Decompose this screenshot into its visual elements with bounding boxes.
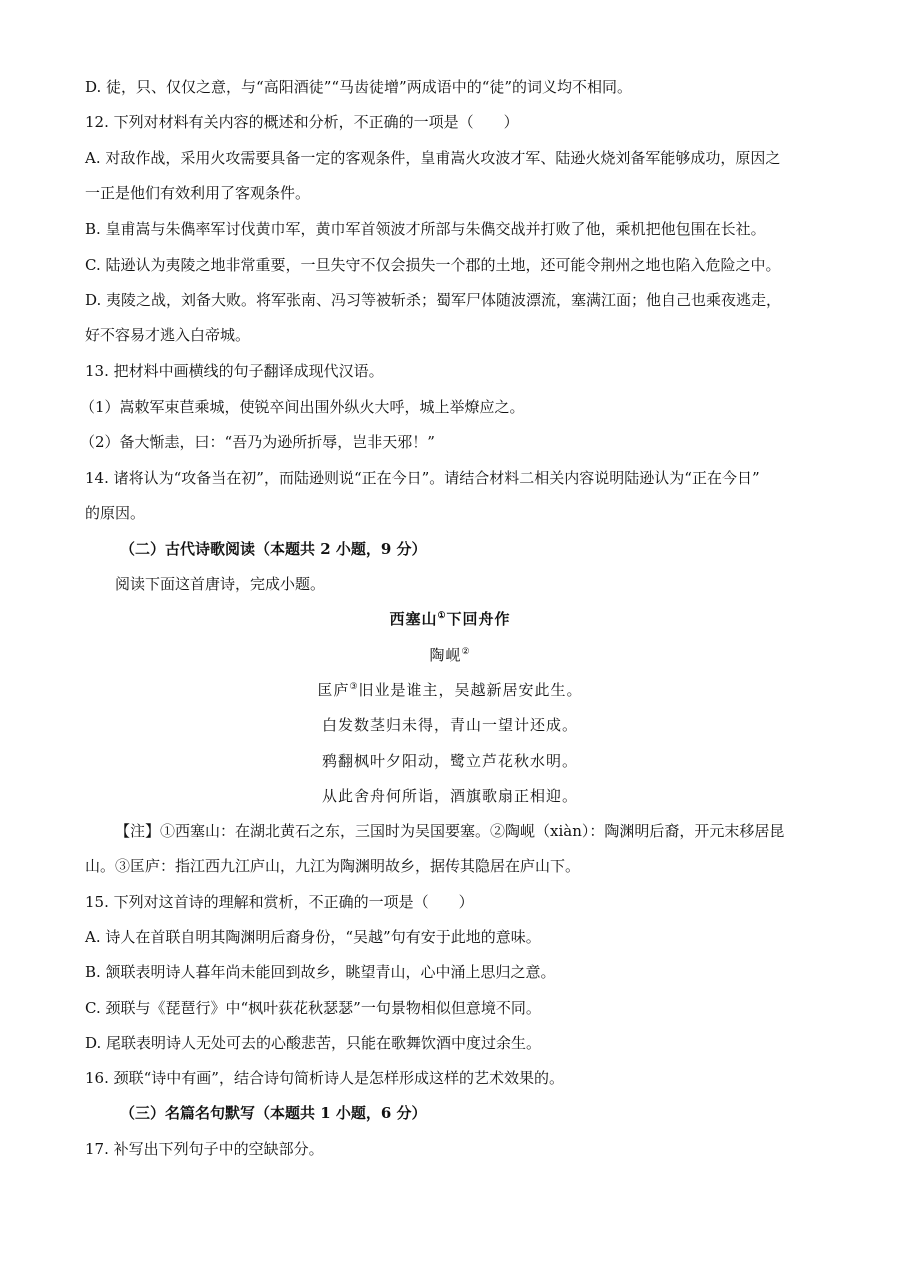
q12-option-b: B. 皇甫嵩与朱儁率军讨伐黄巾军，黄巾军首领波才所部与朱儁交战并打败了他，乘机把他包围在长社。 [85, 220, 766, 238]
q15-stem: 15. 下列对这首诗的理解和赏析，不正确的一项是（ ） [85, 893, 474, 911]
q14-line1: 14. 诸将认为“攻备当在初”，而陆逊则说“正在今日”。请结合材料二相关内容说明陆逊认为“正在今日” [85, 469, 760, 487]
poem-notes-line1: 【注】①西塞山：在湖北黄石之东，三国时为吴国要塞。②陶岘（xiàn）：陶渊明后裔，开元末移居昆 [115, 822, 785, 840]
q12-stem: 12. 下列对材料有关内容的概述和分析，不正确的一项是（ ） [85, 113, 519, 131]
q13-sentence-2: （2）备大惭恚，曰：“吾乃为逊所折辱，岂非天邪！” [80, 433, 435, 451]
q13-sentence-1: （1）嵩敕军束苣乘城，使锐卒间出围外纵火大呼，城上举燎应之。 [80, 398, 525, 416]
poem-line-3: 鸦翻枫叶夕阳动，鹭立芦花秋水明。 [321, 752, 578, 770]
q15-option-a: A. 诗人在首联自明其陶渊明后裔身份，“吴越”句有安于此地的意味。 [85, 928, 541, 946]
q12-option-c: C. 陆逊认为夷陵之地非常重要，一旦失守不仅会损失一个郡的土地，还可能令荆州之地也陷入危险之中。 [85, 256, 781, 274]
poem-title: 西塞山①下回舟作 [389, 610, 511, 628]
q13-stem: 13. 把材料中画横线的句子翻译成现代汉语。 [85, 362, 384, 380]
q12-option-a-line1: A. 对敌作战，采用火攻需要具备一定的客观条件，皇甫嵩火攻波才军、陆逊火烧刘备军能够成功，原因之 [85, 149, 781, 167]
q12-option-a-line2: 一正是他们有效利用了客观条件。 [85, 184, 311, 202]
poem-author: 陶岘② [429, 646, 471, 664]
q15-option-c: C. 颈联与《琵琶行》中“枫叶荻花秋瑟瑟”一句景物相似但意境不同。 [85, 999, 541, 1017]
poem-line-4: 从此舍舟何所诣，酒旗歌扇正相迎。 [321, 787, 578, 805]
q14-line2: 的原因。 [85, 504, 146, 522]
note-mark-2: ② [461, 647, 471, 657]
q15-option-d: D. 尾联表明诗人无处可去的心酸悲苦，只能在歌舞饮酒中度过余生。 [85, 1034, 542, 1052]
note-mark-3: ③ [349, 682, 359, 692]
note-mark-1: ① [437, 611, 447, 621]
section2-intro: 阅读下面这首唐诗，完成小题。 [115, 575, 326, 593]
q11-option-d: D. 徒，只、仅仅之意，与“高阳酒徒”“马齿徒增”两成语中的“徒”的词义均不相同。 [85, 78, 633, 96]
poem-line-2: 白发数茎归未得，青山一望计还成。 [321, 716, 578, 734]
q12-option-d-line1: D. 夷陵之战，刘备大败。将军张南、冯习等被斩杀；蜀军尸体随波漂流，塞满江面；他自己也乘夜逃走， [85, 291, 782, 309]
q15-option-b: B. 颔联表明诗人暮年尚未能回到故乡，眺望青山，心中涌上思归之意。 [85, 963, 556, 981]
poem-line-1: 匡庐③旧业是谁主，吴越新居安此生。 [317, 681, 583, 699]
section2-heading: （二）古代诗歌阅读（本题共 2 小题，9 分） [120, 540, 427, 558]
q12-option-d-line2: 好不容易才逃入白帝城。 [85, 326, 251, 344]
poem-notes-line2: 山。③匡庐：指江西九江庐山，九江为陶渊明故乡，据传其隐居在庐山下。 [85, 857, 581, 875]
q16-stem: 16. 颈联“诗中有画”，结合诗句简析诗人是怎样形成这样的艺术效果的。 [85, 1069, 564, 1087]
section3-heading: （三）名篇名句默写（本题共 1 小题，6 分） [120, 1104, 427, 1122]
q17-stem: 17. 补写出下列句子中的空缺部分。 [85, 1140, 324, 1158]
